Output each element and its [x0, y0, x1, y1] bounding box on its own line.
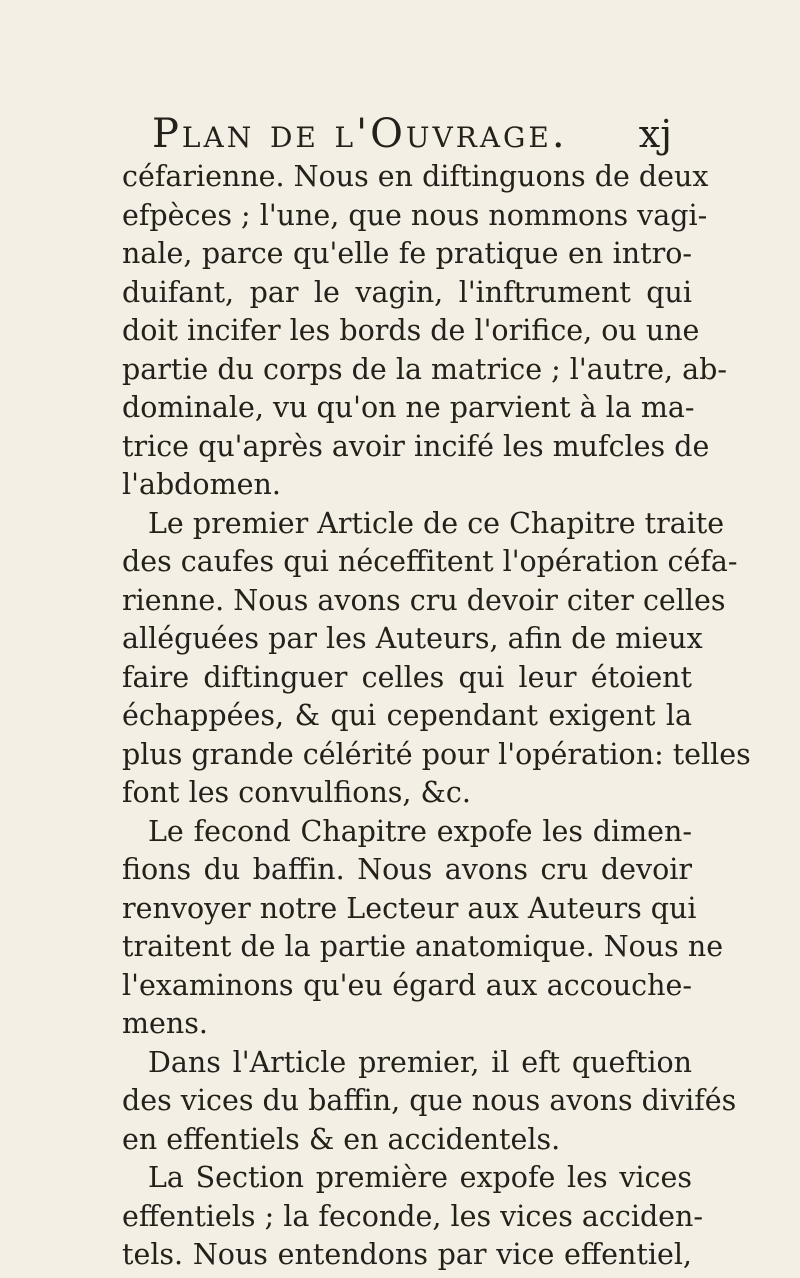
- text-line: duifant, par le vagin, l'inftrument qui: [122, 275, 692, 309]
- text-line: faire diftinguer celles qui leur étoient: [122, 660, 692, 694]
- text-line: dominale, vu qu'on ne parvient à la ma-: [122, 391, 695, 424]
- running-title: Plan de l'Ouvrage.: [152, 111, 568, 157]
- text-line: alléguées par les Auteurs, afin de mieux: [122, 622, 703, 655]
- text-line: des caufes qui néceffitent l'opération céfa-: [122, 545, 738, 578]
- text-line: font les convulfions, &c.: [122, 776, 471, 809]
- text-line: en effentiels & en accidentels.: [122, 1122, 561, 1156]
- text-line: des vices du baffin, que nous avons divifés: [122, 1084, 737, 1117]
- text-line: fions du baffin. Nous avons cru devoir: [122, 853, 692, 886]
- text-line: trice qu'après avoir incifé les mufcles de: [122, 429, 710, 463]
- text-line: rienne. Nous avons cru devoir citer celles: [122, 583, 726, 617]
- body-text: [122, 158, 751, 1275]
- text-line: partie du corps de la matrice ; l'autre, ab-: [122, 352, 727, 386]
- text-line: renvoyer notre Lecteur aux Auteurs qui: [122, 891, 697, 925]
- page-header: [152, 110, 672, 158]
- text-line: nale, parce qu'elle fe pratique en intro-: [122, 237, 692, 270]
- text-line: effentiels ; la feconde, les vices acciden-: [122, 1199, 704, 1233]
- text-line: La Section première expofe les vices: [148, 1161, 692, 1194]
- text-line: échappées, & qui cependant exigent la: [122, 699, 692, 732]
- text-line: Dans l'Article premier, il eft queftion: [148, 1045, 692, 1079]
- text-line: céfarienne. Nous en diftinguons de deux: [122, 160, 709, 193]
- text-line: plus grande célérité pour l'opération: telles: [122, 737, 751, 771]
- text-line: l'examinons qu'eu égard aux accouche-: [122, 968, 692, 1002]
- text-line: l'abdomen.: [122, 468, 281, 501]
- text-line: mens.: [122, 1007, 208, 1040]
- text-line: doit incifer les bords de l'orifice, ou une: [122, 314, 700, 347]
- page-number: xj: [638, 112, 672, 156]
- text-line: Le fecond Chapitre expofe les dimen-: [148, 814, 692, 848]
- text-line: Le premier Article de ce Chapitre traite: [148, 506, 725, 540]
- text-line: traitent de la partie anatomique. Nous ne: [122, 930, 724, 963]
- text-line: tels. Nous entendons par vice effentiel,: [122, 1238, 692, 1271]
- text-line: efpèces ; l'une, que nous nommons vagi-: [122, 198, 708, 232]
